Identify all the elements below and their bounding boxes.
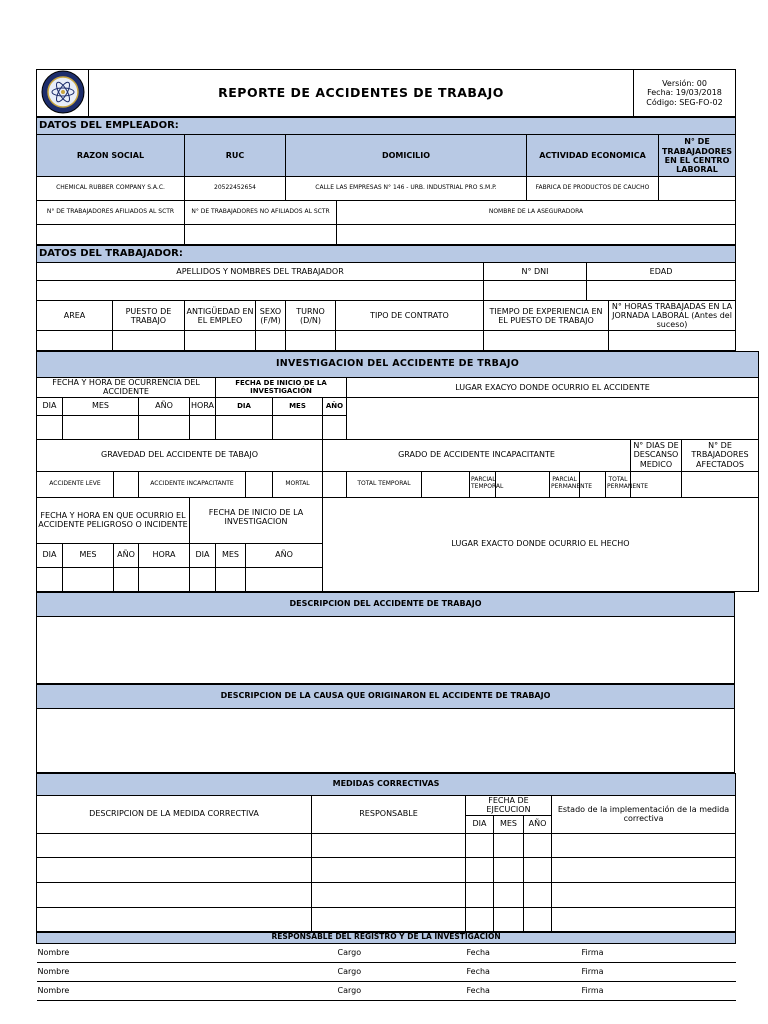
value-ruc: 20522452654	[185, 177, 286, 201]
header-lugar-hecho: LUGAR EXACTO DONDE OCURRIO EL HECHO	[323, 497, 759, 591]
label-firma: Firma	[581, 962, 736, 981]
value-dia-3[interactable]	[190, 567, 216, 591]
header-medida-responsable: RESPONSABLE	[312, 795, 466, 833]
measure-year-cell[interactable]	[524, 882, 552, 907]
employer-section	[36, 117, 736, 245]
value-horas[interactable]	[609, 331, 736, 351]
label-mes-inicio: MES	[273, 397, 323, 415]
company-seal-logo-icon	[39, 70, 87, 114]
label-hora-2: HORA	[139, 543, 190, 567]
header-afiliados-sctr: N° DE TRABAJADORES AFILIADOS AL SCTR	[37, 201, 185, 225]
label-cargo: Cargo	[337, 962, 466, 981]
header-ruc: RUC	[185, 135, 286, 177]
measure-month-cell[interactable]	[494, 857, 524, 882]
description-section-title: DESCRIPCION DEL ACCIDENTE DE TRABAJO	[37, 592, 735, 616]
value-anio-2[interactable]	[114, 567, 139, 591]
label-total-permanente: TOTAL PERMANENTE	[606, 471, 631, 497]
measure-row	[37, 907, 736, 931]
label-dia-2: DIA	[37, 543, 63, 567]
header-afectados: N° DE TRBAJADORES AFECTADOS	[682, 439, 759, 471]
header-num-trabajadores: N° DE TRABAJADORES EN EL CENTRO LABORAL	[659, 135, 736, 177]
check-total-temporal[interactable]	[422, 471, 470, 497]
value-aseguradora[interactable]	[337, 225, 736, 245]
value-actividad: FABRICA DE PRODUCTOS DE CAUCHO	[527, 177, 659, 201]
header-dias-descanso: N° DIAS DE DESCANSO MEDICO	[631, 439, 682, 471]
value-anio-inicio[interactable]	[323, 415, 347, 439]
value-dni[interactable]	[484, 281, 587, 301]
measure-day-cell[interactable]	[466, 882, 494, 907]
value-edad[interactable]	[587, 281, 736, 301]
page-title: REPORTE DE ACCIDENTES DE TRABAJO	[89, 70, 634, 117]
investigation-section-title: INVESTIGACION DEL ACCIDENTE DE TRBAJO	[37, 352, 759, 378]
cause-section	[36, 684, 735, 773]
measure-description-cell[interactable]	[37, 857, 312, 882]
header-lugar: LUGAR EXACYO DONDE OCURRIO EL ACCIDENTE	[347, 378, 759, 397]
header-grado: GRADO DE ACCIDENTE INCAPACITANTE	[323, 439, 631, 471]
label-mes: MES	[63, 397, 139, 415]
measure-month-cell[interactable]	[494, 833, 524, 857]
measure-month-cell[interactable]	[494, 882, 524, 907]
measure-responsible-cell[interactable]	[312, 907, 466, 931]
header-no-afiliados-sctr: N° DE TRABAJADORES NO AFILIADOS AL SCTR	[185, 201, 337, 225]
value-lugar[interactable]	[347, 397, 759, 439]
measure-month-cell[interactable]	[494, 907, 524, 931]
header-edad: EDAD	[587, 263, 736, 281]
label-fecha: Fecha	[466, 981, 581, 1000]
check-incapacitante[interactable]	[246, 471, 273, 497]
header-nombres: APELLIDOS Y NOMBRES DEL TRABAJADOR	[37, 263, 484, 281]
header-horas: N° HORAS TRABAJADAS EN LA JORNADA LABORAL (Antes del suceso)	[609, 301, 736, 331]
label-anio-inicio: AÑO	[323, 397, 347, 415]
header-turno: TURNO (D/N)	[286, 301, 336, 331]
label-nombre: Nombre	[37, 981, 337, 1000]
value-dias-descanso[interactable]	[682, 471, 759, 497]
header-medida-descripcion: DESCRIPCION DE LA MEDIDA CORRECTIVA	[37, 795, 312, 833]
value-mes[interactable]	[63, 415, 139, 439]
corrective-measures-section	[36, 773, 736, 932]
measure-responsible-cell[interactable]	[312, 833, 466, 857]
header-actividad: ACTIVIDAD ECONOMICA	[527, 135, 659, 177]
label-fecha: Fecha	[466, 943, 581, 962]
measure-day-cell[interactable]	[466, 857, 494, 882]
label-anio-2: AÑO	[114, 543, 139, 567]
measure-responsible-cell[interactable]	[312, 882, 466, 907]
value-anio[interactable]	[139, 415, 190, 439]
check-parcial-temporal[interactable]	[496, 471, 550, 497]
value-num-trabajadores[interactable]	[659, 177, 736, 201]
form-header	[36, 69, 736, 117]
label-nombre: Nombre	[37, 943, 337, 962]
header-razon-social: RAZON SOCIAL	[37, 135, 185, 177]
value-contrato[interactable]	[336, 331, 484, 351]
version-text: Versión: 00	[662, 78, 707, 88]
date-text: Fecha: 19/03/2018	[647, 88, 722, 98]
responsible-row	[37, 981, 736, 1000]
header-fecha-inicio-2: FECHA DE INICIO DE LA INVESTIGACION	[190, 497, 323, 543]
label-incapacitante: ACCIDENTE INCAPACITANTE	[139, 471, 246, 497]
measure-status-cell[interactable]	[552, 833, 736, 857]
value-experiencia[interactable]	[484, 331, 609, 351]
label-parcial-temporal: PARCIAL TEMPORAL	[470, 471, 496, 497]
value-puesto[interactable]	[113, 331, 185, 351]
header-gravedad: GRAVEDAD DEL ACCIDENTE DE TABAJO	[37, 439, 323, 471]
description-section	[36, 592, 735, 684]
investigation-section	[36, 351, 759, 591]
measure-description-cell[interactable]	[37, 907, 312, 931]
header-fecha-ocurrencia: FECHA Y HORA DE OCURRENCIA DEL ACCIDENTE	[37, 378, 216, 397]
cause-section-title: DESCRIPCION DE LA CAUSA QUE ORIGINARON EL ACCIDENTE DE TRABAJO	[37, 684, 735, 708]
header-experiencia: TIEMPO DE EXPERIENCIA EN EL PUESTO DE TRABAJO	[484, 301, 609, 331]
header-puesto: PUESTO DE TRABAJO	[113, 301, 185, 331]
check-mortal[interactable]	[323, 471, 347, 497]
employer-section-title: DATOS DEL EMPLEADOR:	[37, 118, 736, 135]
measure-status-cell[interactable]	[552, 857, 736, 882]
measures-section-title: MEDIDAS CORRECTIVAS	[37, 773, 736, 795]
measure-day-cell[interactable]	[466, 907, 494, 931]
company-logo-icon	[37, 70, 89, 117]
value-mes-2[interactable]	[63, 567, 114, 591]
label-cargo: Cargo	[337, 943, 466, 962]
measure-description-cell[interactable]	[37, 833, 312, 857]
responsible-row	[37, 943, 736, 962]
label-mes-3: MES	[216, 543, 246, 567]
measure-status-cell[interactable]	[552, 907, 736, 931]
label-medida-dia: DIA	[466, 815, 494, 833]
header-antiguedad: ANTIGÜEDAD EN EL EMPLEO	[185, 301, 256, 331]
worker-section-title: DATOS DEL TRABAJADOR:	[37, 246, 736, 263]
label-firma: Firma	[581, 943, 736, 962]
cause-text-area[interactable]	[37, 708, 735, 772]
value-mes-3[interactable]	[216, 567, 246, 591]
header-medida-estado: Estado de la implementación de la medida correctiva	[552, 795, 736, 833]
header-fecha-inicio: FECHA DE INICIO DE LA INVESTIGACIÓN	[216, 378, 347, 397]
accident-report-form	[36, 69, 749, 1018]
value-mes-inicio[interactable]	[273, 415, 323, 439]
label-dia: DIA	[37, 397, 63, 415]
label-medida-anio: AÑO	[524, 815, 552, 833]
description-text-area[interactable]	[37, 616, 735, 683]
check-leve[interactable]	[114, 471, 139, 497]
measure-row	[37, 857, 736, 882]
value-no-afiliados-sctr[interactable]	[185, 225, 337, 245]
measure-responsible-cell[interactable]	[312, 857, 466, 882]
value-area[interactable]	[37, 331, 113, 351]
responsible-row	[37, 962, 736, 981]
measure-day-cell[interactable]	[466, 833, 494, 857]
label-firma: Firma	[581, 981, 736, 1000]
worker-section	[36, 245, 736, 351]
label-medida-mes: MES	[494, 815, 524, 833]
measure-description-cell[interactable]	[37, 882, 312, 907]
measure-row	[37, 833, 736, 857]
value-dia-2[interactable]	[37, 567, 63, 591]
label-nombre: Nombre	[37, 962, 337, 981]
value-afiliados-sctr[interactable]	[37, 225, 185, 245]
label-dia-inicio: DIA	[216, 397, 273, 415]
label-anio-3: AÑO	[246, 543, 323, 567]
value-dia-inicio[interactable]	[216, 415, 273, 439]
measure-row	[37, 882, 736, 907]
value-nombres[interactable]	[37, 281, 484, 301]
value-hora-2[interactable]	[139, 567, 190, 591]
header-contrato: TIPO DE CONTRATO	[336, 301, 484, 331]
header-domicilio: DOMICILIO	[286, 135, 527, 177]
label-total-temporal: TOTAL TEMPORAL	[347, 471, 422, 497]
value-sexo[interactable]	[256, 331, 286, 351]
label-dia-3: DIA	[190, 543, 216, 567]
measure-year-cell[interactable]	[524, 857, 552, 882]
label-parcial-permanente: PARCIAL PERMANENTE	[550, 471, 580, 497]
value-dia[interactable]	[37, 415, 63, 439]
label-leve: ACCIDENTE LEVE	[37, 471, 114, 497]
label-mortal: MORTAL	[273, 471, 323, 497]
value-domicilio: CALLE LAS EMPRESAS N° 146 - URB. INDUSTRIAL PRO S.M.P.	[286, 177, 527, 201]
label-anio: AÑO	[139, 397, 190, 415]
measure-status-cell[interactable]	[552, 882, 736, 907]
responsibles-section	[36, 932, 736, 1001]
value-antiguedad[interactable]	[185, 331, 256, 351]
value-hora[interactable]	[190, 415, 216, 439]
value-razon-social: CHEMICAL RUBBER COMPANY S.A.C.	[37, 177, 185, 201]
header-medida-fecha: FECHA DE EJECUCION	[466, 795, 552, 815]
code-text: Código: SEG-FO-02	[646, 97, 723, 107]
label-mes-2: MES	[63, 543, 114, 567]
label-fecha: Fecha	[466, 962, 581, 981]
value-anio-3[interactable]	[246, 567, 323, 591]
header-sexo: SEXO (F/M)	[256, 301, 286, 331]
label-hora: HORA	[190, 397, 216, 415]
value-turno[interactable]	[286, 331, 336, 351]
header-fecha-peligroso: FECHA Y HORA EN QUE OCURRIO EL ACCIDENTE PELIGROSO O INCIDENTE	[37, 497, 190, 543]
header-dni: N° DNI	[484, 263, 587, 281]
header-aseguradora: NOMBRE DE LA ASEGURADORA	[337, 201, 736, 225]
responsibles-section-title: RESPONSABLE DEL REGISTRO Y DE LA INVESTIGACION	[37, 932, 736, 943]
document-version-block	[634, 70, 736, 117]
measure-year-cell[interactable]	[524, 907, 552, 931]
measure-year-cell[interactable]	[524, 833, 552, 857]
label-cargo: Cargo	[337, 981, 466, 1000]
header-area: AREA	[37, 301, 113, 331]
